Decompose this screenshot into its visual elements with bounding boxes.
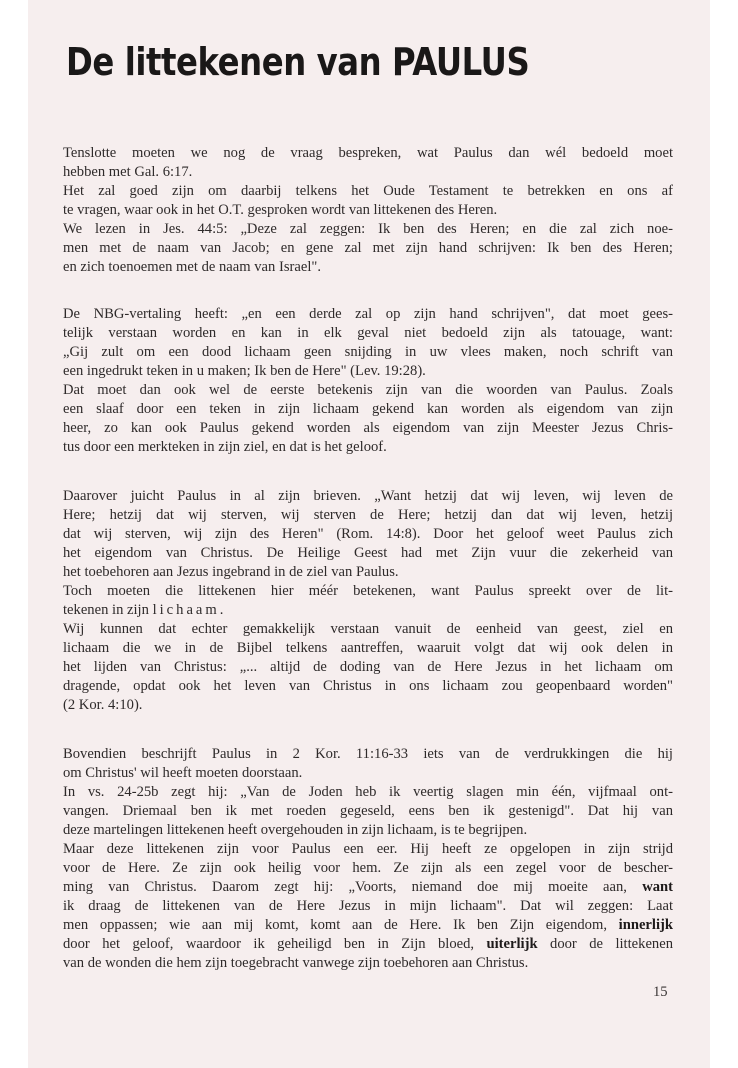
text-run: men oppassen; wie aan mij komt, komt aan de Here. Ik ben Zijn eigendom,	[63, 917, 619, 933]
text-line: Wij kunnen dat echter gemakkelijk verstaan vanuit de eenheid van geest, ziel en	[63, 621, 673, 637]
text-line: het lijden van Christus: „... altijd de doding van de Here Jezus in het lichaam om	[63, 659, 673, 675]
text-line: het eigendom van Christus. De Heilige Geest had met Zijn vuur die zekerheid van	[63, 545, 673, 561]
text-line: deze martelingen littekenen heeft overgehouden in zijn lichaam, is te begrijpen.	[63, 822, 528, 838]
page-title: De littekenen van PAULUS	[66, 40, 530, 84]
text-line: Het zal goed zijn om daarbij telkens het Oude Testament te betrekken en ons af	[63, 183, 673, 199]
text-line: om Christus' wil heeft moeten doorstaan.	[63, 765, 303, 781]
text-line: vangen. Driemaal ben ik met roeden gegeseld, eens ben ik gestenigd". Dat hij van	[63, 803, 673, 819]
paragraph-1	[63, 144, 673, 277]
paragraph-2	[63, 305, 673, 457]
page-number: 15	[653, 984, 668, 1000]
text-line	[63, 601, 673, 620]
text-line: het toebehoren aan Jezus ingebrand in de ziel van Paulus.	[63, 564, 399, 580]
text-line: Toch moeten die littekenen hier méér betekenen, want Paulus spreekt over de lit-	[63, 583, 673, 599]
text-line: We lezen in Jes. 44:5: „Deze zal zeggen: Ik ben des Heren; en die zal zich noe-	[63, 221, 673, 237]
text-line: en zich toenoemen met de naam van Israel".	[63, 259, 321, 275]
text-line: telijk verstaan worden en kan in elk geval niet bedoeld zijn als tatouage, want:	[63, 325, 673, 341]
text-line: Tenslotte moeten we nog de vraag bespreken, wat Paulus dan wél bedoeld moet	[63, 145, 673, 161]
text-line: een ingedrukt teken in u maken; Ik ben de Here" (Lev. 19:28).	[63, 363, 426, 379]
text-line: van de wonden die hem zijn toegebracht vanwege zijn toebehoren aan Christus.	[63, 955, 529, 971]
spaced-word: lichaam.	[152, 602, 227, 618]
bold-word: uiterlijk	[486, 936, 538, 952]
text-line: dragende, opdat ook het leven van Christus in ons lichaam zou geopenbaard worden"	[63, 678, 673, 694]
text-line: voor de Here. Ze zijn ook heilig voor hem. Ze zijn als een zegel voor de bescher-	[63, 860, 673, 876]
text-line: Maar deze littekenen zijn voor Paulus een eer. Hij heeft ze opgelopen in zijn strijd	[63, 841, 673, 857]
text-line: Bovendien beschrijft Paulus in 2 Kor. 11:16-33 iets van de verdrukkingen die hij	[63, 746, 673, 762]
text-line: te vragen, waar ook in het O.T. gesproken wordt van littekenen des Heren.	[63, 202, 498, 218]
text-line	[63, 916, 673, 935]
paragraph-3	[63, 487, 673, 715]
bold-word: innerlijk	[618, 917, 673, 933]
text-line: hebben met Gal. 6:17.	[63, 164, 193, 180]
text-run: tekenen in zijn	[63, 602, 153, 618]
paragraph-4	[63, 745, 673, 973]
text-line	[63, 935, 673, 954]
text-line: tus door een merkteken in zijn ziel, en dat is het geloof.	[63, 439, 387, 455]
text-run: door de littekenen	[537, 936, 673, 952]
text-line: lichaam die we in de Bijbel telkens aantreffen, waaruit volgt dat wij ook delen in	[63, 640, 673, 656]
text-line: dat wij sterven, wij zijn des Heren" (Rom. 14:8). Door het geloof weet Paulus zich	[63, 526, 673, 542]
text-line	[63, 878, 673, 897]
text-line: men met de naam van Jacob; en gene zal met zijn hand schrijven: Ik ben des Heren;	[63, 240, 673, 256]
text-line: ik draag de littekenen van de Here Jezus in mijn lichaam". Dat wil zeggen: Laat	[63, 898, 673, 914]
text-line: (2 Kor. 4:10).	[63, 697, 143, 713]
text-run: door het geloof, waardoor ik geheiligd ben in Zijn bloed,	[63, 936, 487, 952]
text-line: een slaaf door een teken in zijn lichaam gekend kan worden als eigendom van zijn	[63, 401, 673, 417]
text-line: Here; hetzij dat wij sterven, wij sterven de Here; hetzij dan dat wij leven, hetzij	[63, 507, 673, 523]
text-line: De NBG-vertaling heeft: „en een derde zal op zijn hand schrijven", dat moet gees-	[63, 306, 673, 322]
text-run: ming van Christus. Daarom zegt hij: „Voorts, niemand doe mij moeite aan,	[63, 879, 643, 895]
bold-word: want	[642, 879, 673, 895]
text-line: Dat moet dan ook wel de eerste betekenis zijn van die woorden van Paulus. Zoals	[63, 382, 673, 398]
text-line: „Gij zult om een dood lichaam geen snijding in uw vlees maken, noch schrift van	[63, 344, 673, 360]
text-line: In vs. 24-25b zegt hij: „Van de Joden heb ik veertig slagen min één, vijfmaal ont-	[63, 784, 673, 800]
text-line: Daarover juicht Paulus in al zijn brieven. „Want hetzij dat wij leven, wij leven de	[63, 488, 673, 504]
text-line: heer, zo kan ook Paulus gekend worden als eigendom van zijn Meester Jezus Chris-	[63, 420, 673, 436]
document-page	[28, 0, 710, 1068]
